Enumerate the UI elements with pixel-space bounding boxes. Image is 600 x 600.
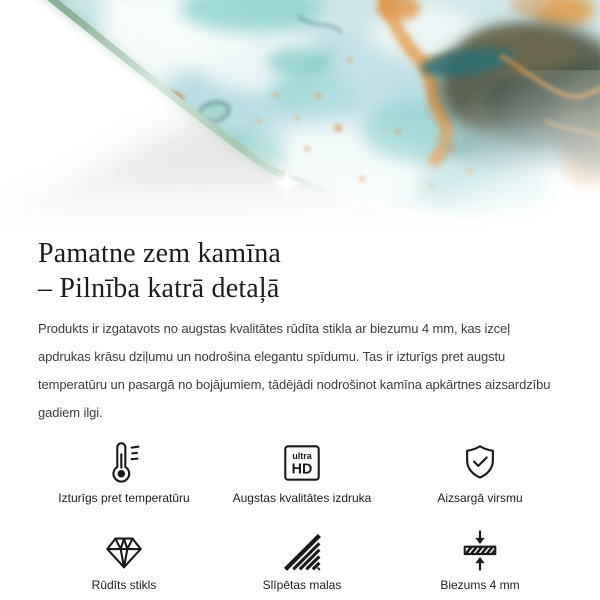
feature-label: Rūdīts stikls [91,578,157,592]
feature-label: Izturīgs pret temperatūru [58,491,190,505]
feature-surface-protection [394,439,566,506]
page-title [38,236,566,306]
feature-thickness [394,526,566,593]
ultra-hd-icon [281,439,323,485]
hero-image [0,0,600,232]
diamond-icon [102,526,146,572]
feature-label: Augstas kvalitātes izdruka [232,491,372,505]
ultra-hd-badge-bottom: HD [291,461,313,478]
shield-check-icon [459,439,501,485]
thermometer-icon [102,439,146,485]
feature-polished-edges [216,526,388,593]
glass-panel-illustration [0,0,600,232]
features-grid [38,439,566,593]
page-title-line2: – Pilnība katrā detaļā [38,273,280,304]
feature-label: Slīpētas malas [262,578,342,592]
page-title-line1: Pamatne zem kamīna [38,238,282,269]
feature-print-quality [216,439,388,506]
feature-label: Aizsargā virsmu [437,491,523,505]
feature-label: Biezums 4 mm [440,578,520,592]
feature-temperature [38,439,210,506]
thickness-icon [459,526,501,572]
description-text: Produkts ir izgatavots no augstas kvalitātes rūdīta stikla ar biezumu 4 mm, kas izceļ apdrukas krāsu dziļumu un nodrošina elegantu spīdumu. Tas ir izturīgs pret augstu temperatūru un pasargā no bojājumiem, tādējādi nodrošinot kamīna apkārtnes aizsardzību gadiem ilgi. [38,321,551,420]
feature-tempered-glass [38,526,210,593]
corner-fade [370,70,600,232]
ultra-hd-badge-top: ultra [292,451,312,462]
content-section [0,232,600,593]
beveled-edges-icon [282,526,322,572]
